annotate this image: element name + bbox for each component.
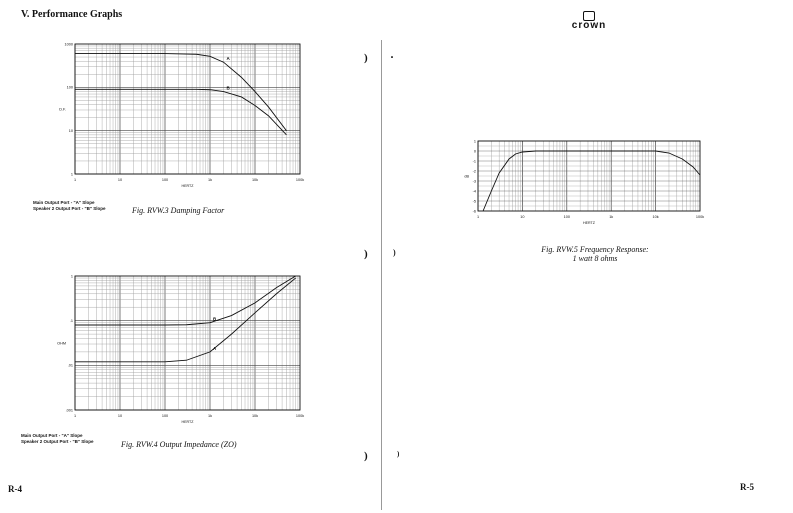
binding-mark: ) (397, 450, 400, 458)
x-tick-label: 100k (295, 414, 305, 418)
x-tick-label: 100k (295, 178, 305, 182)
x-tick-label: 10k (251, 178, 259, 182)
figure-caption-line: Fig. RVW.5 Frequency Response: (541, 245, 649, 254)
x-tick-label: 1 (73, 178, 77, 182)
y-tick-label: 1000 (64, 42, 73, 47)
plot-frame (75, 44, 300, 174)
y-axis-label: dB (464, 174, 469, 179)
y-tick-label: 1 (70, 274, 73, 279)
binding-mark: ) (364, 248, 368, 260)
y-tick-label: -2 (472, 169, 476, 174)
y-tick-label: -6 (472, 209, 476, 214)
binding-mark: ) (393, 248, 396, 257)
y-tick-label: .1 (69, 318, 73, 323)
x-tick-label: 1k (609, 215, 614, 219)
x-tick-label: 100 (161, 178, 169, 182)
chart1-legend (33, 200, 106, 212)
plot-frame (75, 276, 300, 410)
x-tick-label: 10k (251, 414, 259, 418)
legend-entry-b: Speaker 2 Output Port - "B" Slope (33, 206, 106, 211)
x-tick-label: 100 (161, 414, 169, 418)
x-axis-label: HERTZ (181, 420, 194, 424)
brand-logo-text: crown (571, 20, 607, 31)
x-tick-label: 1 (73, 414, 77, 418)
y-tick-label: -5 (472, 199, 476, 204)
y-tick-label: .001 (65, 408, 73, 413)
x-tick-label: 10 (520, 215, 525, 219)
x-tick-label: 10 (117, 414, 123, 418)
x-tick-label: 1k (207, 414, 213, 418)
y-axis-label: OHM (57, 341, 66, 346)
frequency-response-chart (460, 135, 710, 225)
y-tick-label: -4 (472, 189, 476, 194)
figure-caption: Fig. RVW.3 Damping Factor (132, 206, 225, 215)
y-tick-label: 10 (68, 128, 73, 133)
section-title: V. Performance Graphs (21, 9, 123, 20)
x-tick-label: 1k (207, 178, 213, 182)
binding-mark: ) (364, 450, 368, 462)
chart2-legend (21, 433, 94, 445)
x-tick-label: 100k (695, 215, 705, 219)
y-tick-label: 0 (473, 149, 476, 154)
y-tick-label: 100 (66, 85, 73, 90)
y-tick-label: -3 (472, 179, 476, 184)
x-tick-label: 100 (563, 215, 570, 219)
x-tick-label: 10 (117, 178, 123, 182)
output-impedance-chart (55, 270, 305, 430)
curve-label: B (213, 316, 217, 322)
x-tick-label: 10k (652, 215, 659, 219)
binding-mark: ) (364, 52, 368, 64)
y-tick-label: .01 (67, 363, 73, 368)
curve-label: A (213, 345, 217, 351)
series-line (75, 278, 296, 362)
damping-factor-chart (55, 38, 305, 190)
curve-label: A (226, 56, 230, 62)
x-tick-label: 1 (476, 215, 480, 219)
legend-entry-b: Speaker 2 Output Port - "B" Slope (21, 439, 94, 444)
binding-mark: · (390, 50, 395, 64)
figure-caption (520, 245, 670, 263)
legend-entry-a: Main Output Port - "A" Slope (21, 433, 83, 438)
figure-caption: Fig. RVW.4 Output Impedance (ZO) (121, 440, 237, 449)
y-tick-label: -1 (472, 159, 476, 164)
legend-entry-a: Main Output Port - "A" Slope (33, 200, 95, 205)
curve-label: B (226, 85, 230, 91)
page-gutter-divider (381, 40, 382, 510)
x-axis-label: HERTZ (181, 184, 194, 188)
figure-caption-line: 1 watt 8 ohms (572, 254, 618, 263)
page-number-left: R-4 (8, 484, 22, 494)
y-tick-label: 1 (473, 139, 476, 144)
x-axis-label: HERTZ (583, 221, 595, 225)
y-axis-label: D.F. (59, 107, 66, 112)
page-number-right: R-5 (740, 482, 754, 492)
y-tick-label: 1 (70, 172, 73, 177)
series-line (75, 276, 296, 325)
